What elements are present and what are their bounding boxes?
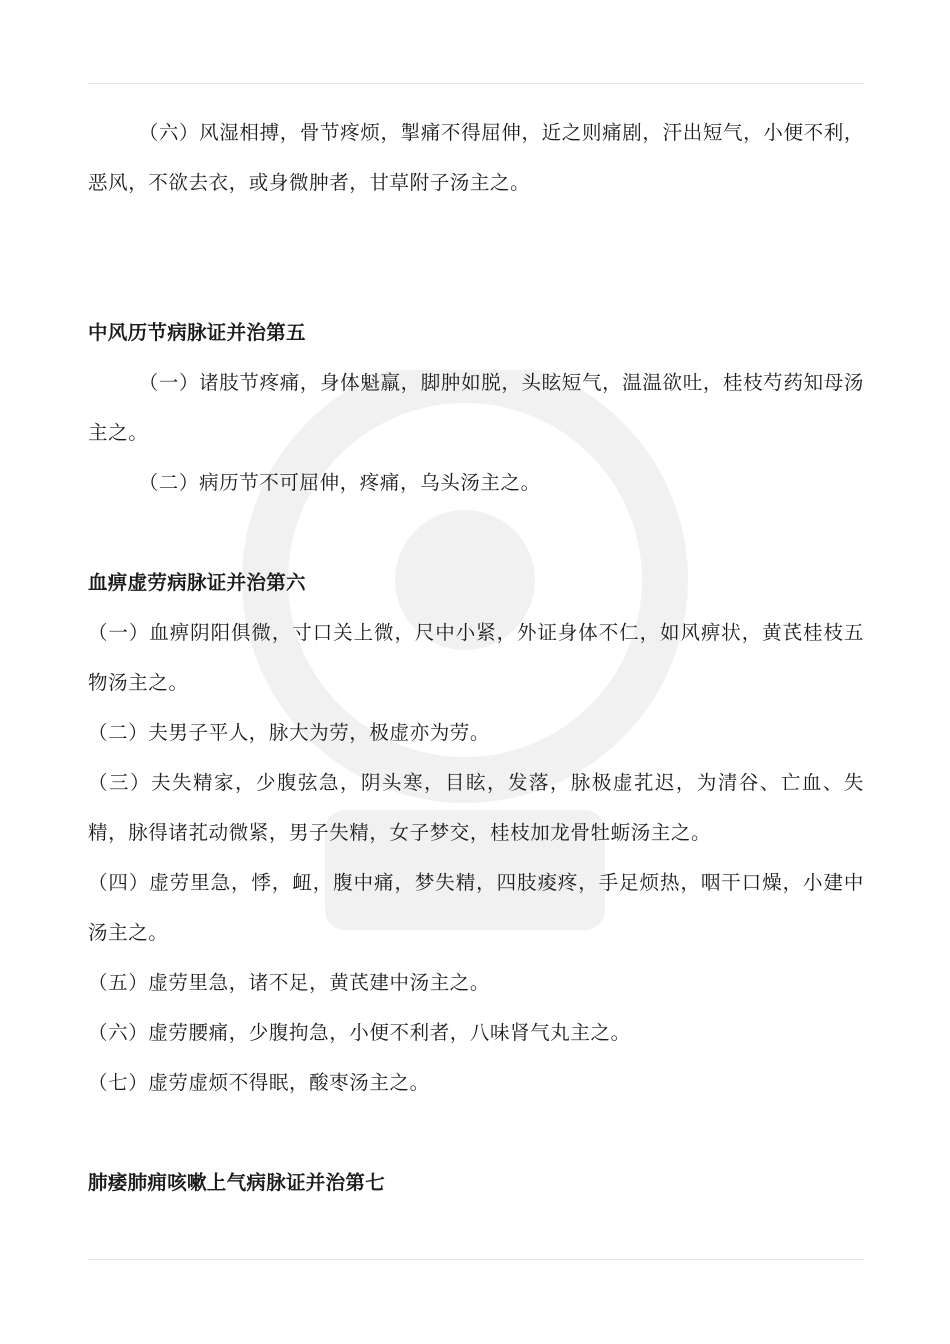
paragraph: （五）虚劳里急，诸不足，黄芪建中汤主之。 [88,971,491,994]
document-body [88,108,864,1208]
paragraph: （七）虚劳虚烦不得眠，酸枣汤主之。 [88,1071,430,1094]
paragraph: （三）夫失精家，少腹弦急，阴头寒，目眩，发落，脉极虚芤迟，为清谷、亡血、失精，脉得诸芤动微紧，男子失精，女子梦交，桂枝加龙骨牡蛎汤主之。 [88,771,864,844]
paragraph: （四）虚劳里急，悸，衄，腹中痛，梦失精，四肢痠疼，手足烦热，咽干口燥，小建中汤主之。 [88,871,864,944]
paragraph: （六）虚劳腰痛，少腹拘急，小便不利者，八味肾气丸主之。 [88,1021,631,1044]
header-rule [88,83,864,84]
paragraph: （一）诸肢节疼痛，身体魁羸，脚肿如脱，头眩短气，温温欲吐，桂枝芍药知母汤主之。 [88,371,864,444]
section-title: 血痹虚劳病脉证并治第六 [88,571,306,594]
paragraph: （一）血痹阴阳俱微，寸口关上微，尺中小紧，外证身体不仁，如风痹状，黄芪桂枝五物汤主之。 [88,621,864,694]
footer-rule [88,1259,864,1260]
spacer [88,508,864,558]
section-title: 肺痿肺痈咳嗽上气病脉证并治第七 [88,1171,386,1194]
section-title: 中风历节病脉证并治第五 [88,321,306,344]
spacer [88,1108,864,1158]
paragraph: （二）病历节不可屈伸，疼痛，乌头汤主之。 [138,471,541,494]
paragraph: （二）夫男子平人，脉大为劳，极虚亦为劳。 [88,721,491,744]
spacer [88,208,864,308]
paragraph: （六）风湿相搏，骨节疼烦，掣痛不得屈伸，近之则痛剧，汗出短气，小便不利，恶风，不欲去衣，或身微肿者，甘草附子汤主之。 [88,121,864,194]
